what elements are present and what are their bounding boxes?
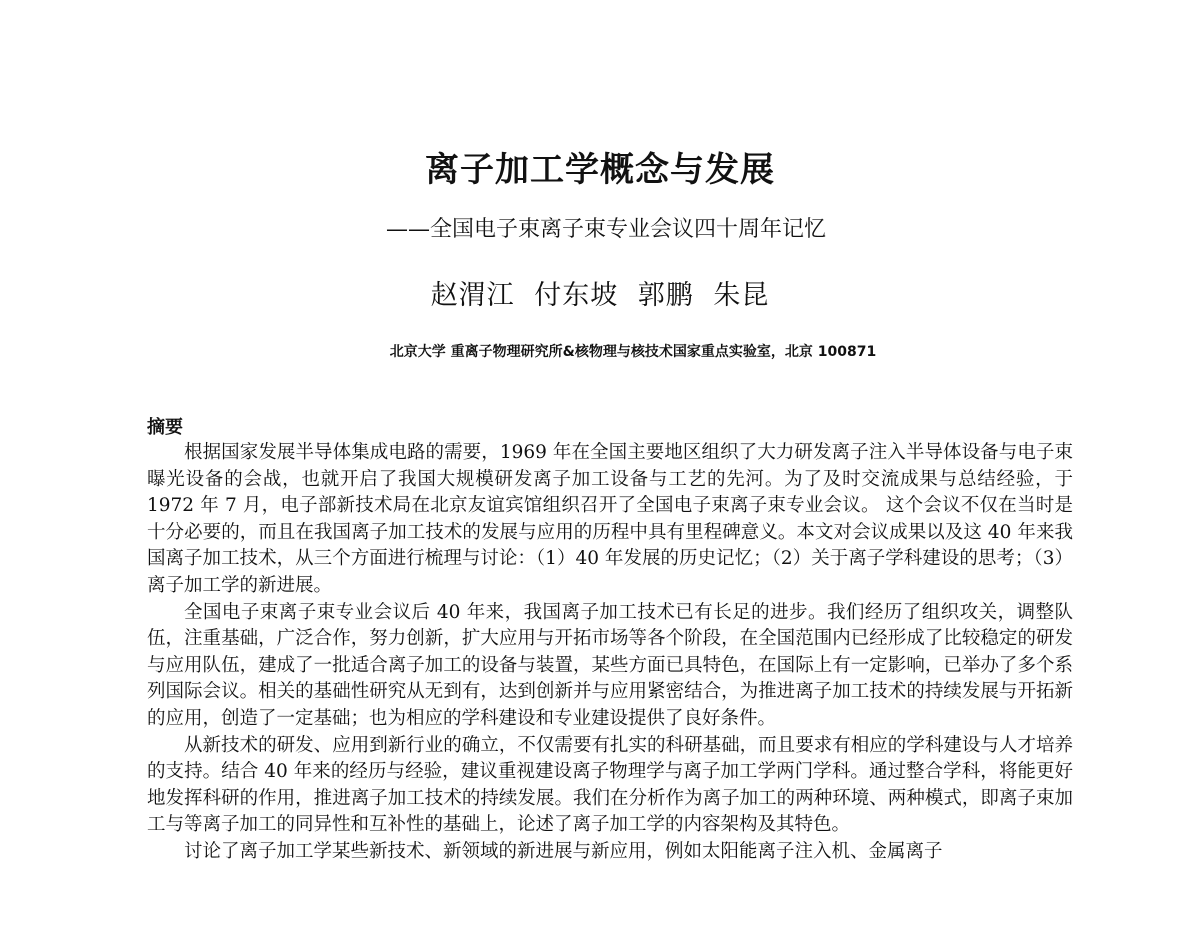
abstract-paragraph: 讨论了离子加工学某些新技术、新领域的新进展与新应用，例如太阳能离子注入机、金属离子 [184,840,943,862]
author-name: 郭鹏 [637,280,694,311]
abstract-paragraph: 从新技术的研发、应用到新行业的确立，不仅需要有扎实的科研基础，而且要求有相应的学科建设与人才培养的支持。结合 40 年来的经历与经验，建议重视建设离子物理学与离子加工学两门学科。通过整合学科，将能更好地发挥科研的作用，推进离子加工技术的持续发展。我们在分析作为离子加工的两种环境、两种模式，即离子束加工与等离子加工的同异性和互补性的基础上，论述了离子加工学的内容架构及其特色。 [147,734,1073,836]
abstract-paragraph: 全国电子束离子束专业会议后 40 年来，我国离子加工技术已有长足的进步。我们经历了组织攻关，调整队伍，注重基础，广泛合作，努力创新，扩大应用与开拓市场等各个阶段，在全国范围内已经形成了比较稳定的研发与应用队伍，建成了一批适合离子加工的设备与装置，某些方面已具特色，在国际上有一定影响，已举办了多个系列国际会议。相关的基础性研究从无到有，达到创新并与应用紧密结合，为推进离子加工技术的持续发展与开拓新的应用，创造了一定基础；也为相应的学科建设和专业建设提供了良好条件。 [147,601,1073,729]
abstract-body [147,440,1073,866]
abstract-heading: 摘要 [147,417,183,438]
abstract-paragraph: 根据国家发展半导体集成电路的需要，1969 年在全国主要地区组织了大力研发离子注入半导体设备与电子束曝光设备的会战，也就开启了我国大规模研发离子加工设备与工艺的先河。为了及时交流成果与总结经验，于 1972 年 7 月，电子部新技术局在北京友谊宾馆组织召开了全国电子束离子束专业会议。 这个会议不仅在当时是十分必要的，而且在我国离子加工技术的发展与应用的历程中具有里程碑意义。本文对会议成果以及这 40 年来我国离子加工技术，从三个方面进行梳理与讨论：（1）40 年发展的历史记忆；（2）关于离子学科建设的思考；（3）离子加工学的新进展。 [147,442,1073,596]
author-name: 付东坡 [534,280,619,311]
author-list [0,276,1200,316]
author-name: 赵渭江 [430,280,515,311]
affiliation: 北京大学 重离子物理研究所&核物理与核技术国家重点实验室，北京 100871 [389,344,877,360]
paper-subtitle: ——全国电子束离子束专业会议四十周年记忆 [385,217,826,242]
author-name: 朱昆 [713,280,770,311]
paper-title: 离子加工学概念与发展 [425,150,775,190]
